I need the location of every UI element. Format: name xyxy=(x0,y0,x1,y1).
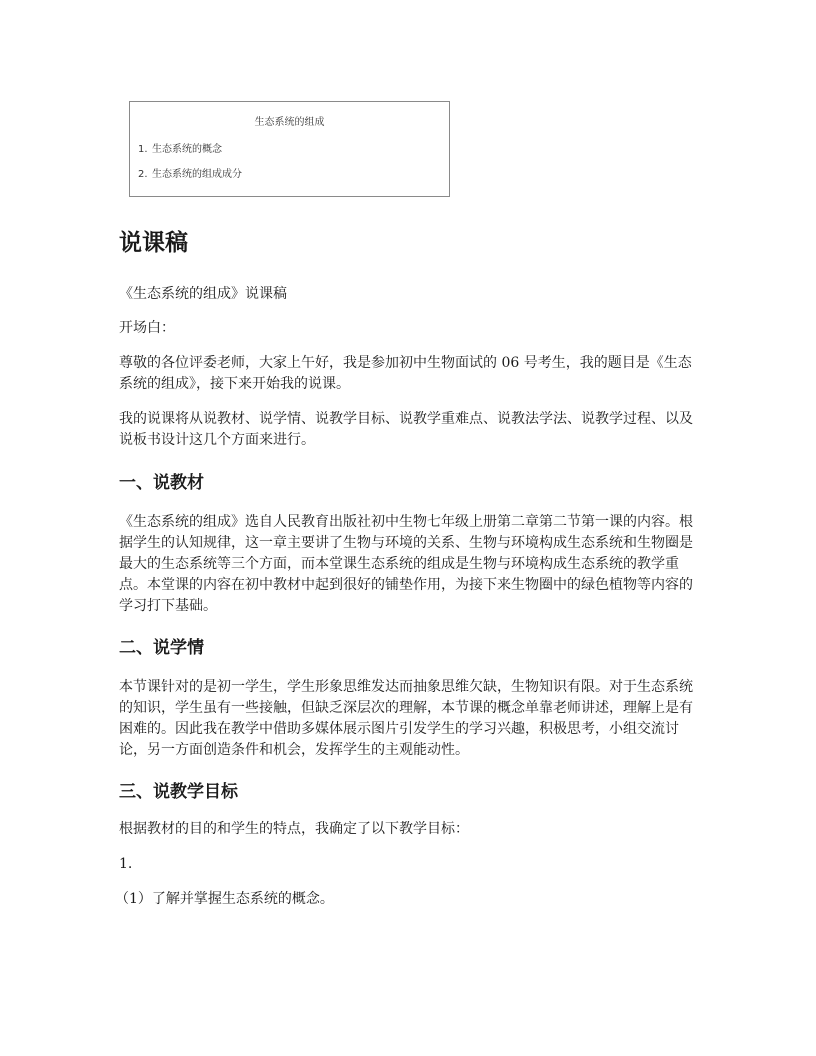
section-heading-objectives: 三、说教学目标 xyxy=(119,782,238,802)
outline-paragraph: 我的说课将从说教材、说学情、说教学目标、说教学重难点、说教法学法、说教学过程、以及说板书设计这几个方面来进行。 xyxy=(119,411,693,448)
outline-item xyxy=(138,140,222,155)
objective-number: 1. xyxy=(119,856,133,872)
objective-item: （1）了解并掌握生态系统的概念。 xyxy=(115,891,334,907)
outline-item-text: 生态系统的组成成分 xyxy=(152,169,242,180)
outline-item xyxy=(138,165,242,180)
section-heading-textbook: 一、说教材 xyxy=(119,473,204,493)
section-text-objectives: 根据教材的目的和学生的特点，我确定了以下教学目标： xyxy=(119,821,469,837)
document-subtitle: 《生态系统的组成》说课稿 xyxy=(119,286,287,302)
opening-label: 开场白： xyxy=(119,320,175,336)
outline-item-text: 生态系统的概念 xyxy=(152,144,222,155)
document-body xyxy=(115,226,697,910)
document-title: 说课稿 xyxy=(119,230,188,256)
outline-item-number: 2. xyxy=(138,169,148,180)
outline-item-number: 1. xyxy=(138,144,148,155)
section-text-students: 本节课针对的是初一学生，学生形象思维发达而抽象思维欠缺，生物知识有限。对于生态系统的知识，学生虽有一些接触，但缺乏深层次的理解，本节课的概念单靠老师讲述，理解上是有困难的。因此我在教学中借助多媒体展示图片引发学生的学习兴趣，积极思考，小组交流讨论，另一方面创造条件和机会，发挥学生的主观能动性。 xyxy=(119,679,693,758)
outline-box xyxy=(129,101,450,197)
opening-paragraph: 尊敬的各位评委老师，大家上午好，我是参加初中生物面试的 06 号考生，我的题目是《生态系统的组成》，接下来开始我的说课。 xyxy=(119,355,692,392)
outline-title: 生态系统的组成 xyxy=(254,117,325,128)
section-text-textbook: 《生态系统的组成》选自人民教育出版社初中生物七年级上册第二章第二节第一课的内容。根据学生的认知规律，这一章主要讲了生物与环境的关系、生物与环境构成生态系统和生物圈是最大的生态系统等三个方面，而本堂课生态系统的组成是生物与环境构成生态系统的教学重点。本堂课的内容在初中教材中起到很好的铺垫作用，为接下来生物圈中的绿色植物等内容的学习打下基础。 xyxy=(119,514,693,614)
section-heading-students: 二、说学情 xyxy=(119,638,204,658)
